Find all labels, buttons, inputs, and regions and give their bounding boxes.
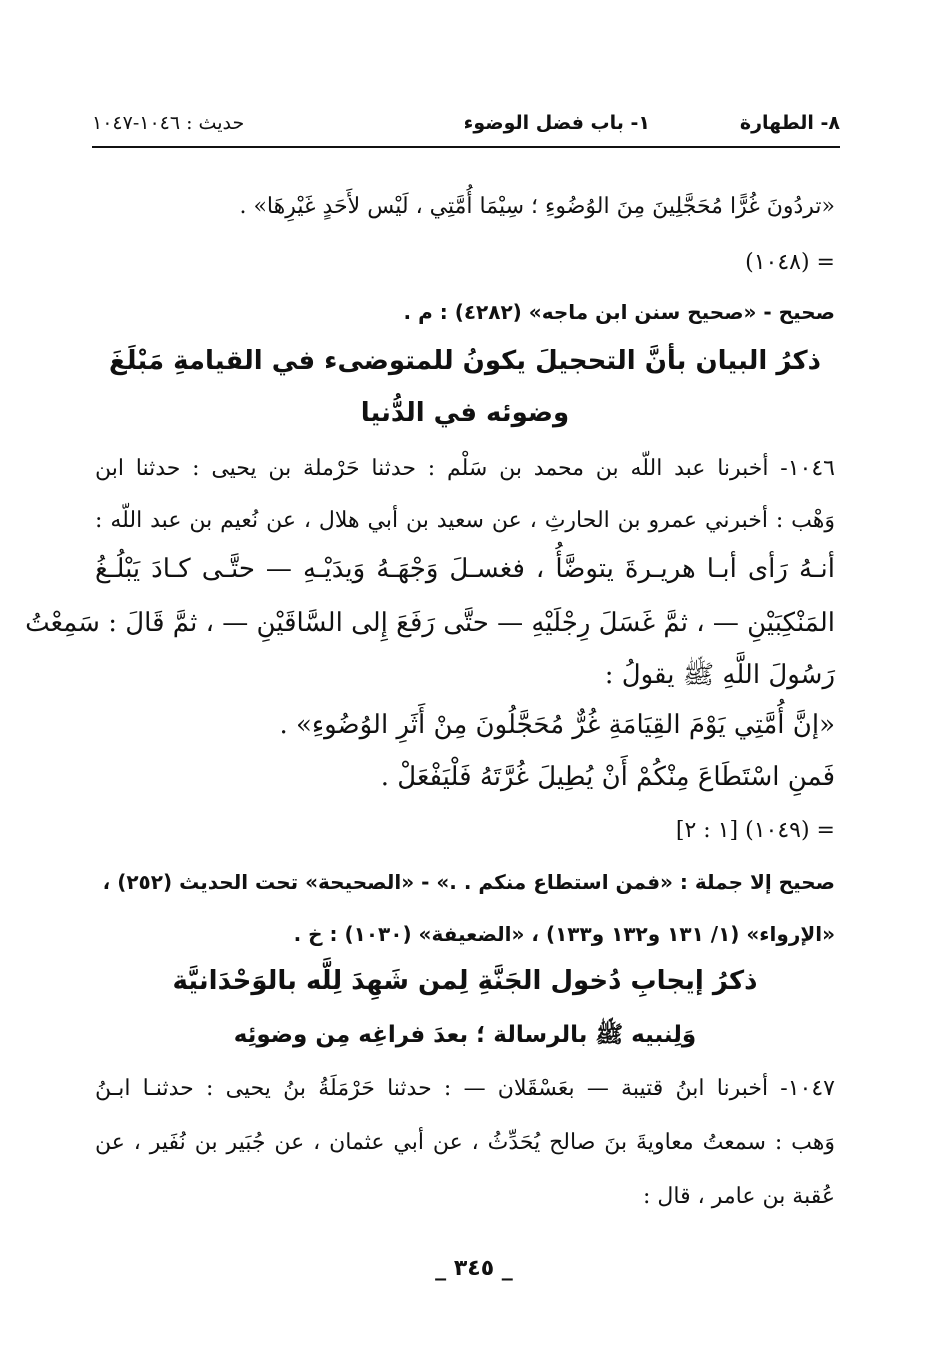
isnad-line: ١٠٤٦- أخبرنا عبد اللّه بن محمد بن سَلْم : حدثنا حَرْملة بن يحيى : حدثنا ابن xyxy=(95,456,835,481)
grading-note: صحيح إلا جملة : «فمن استطاع منكم . .» - «الصحيحة» تحت الحديث (٢٥٢) ، xyxy=(102,870,835,894)
isnad-line: وَهْب : أخبرني عمرو بن الحارثِ ، عن سعيد بن أبي هلال ، عن نُعيم بن عبد اللّه : xyxy=(95,508,835,533)
hadith-reference: = (١٠٤٩) [١ : ٢] xyxy=(675,818,835,843)
chapter-heading-line-1: ذكرُ إيجابِ دُخول الجَنَّةِ لِمن شَهِدَ لِلَّه بالوَحْدَانيَّة xyxy=(172,966,758,996)
matn-line: فَمنِ اسْتَطَاعَ مِنْكُمْ أَنْ يُطِيلَ غُرَّتَهُ فَلْيَفْعَلْ . xyxy=(380,762,835,792)
isnad-line: عُقبة بن عامر ، قال : xyxy=(643,1184,835,1209)
matn-line: «إنَّ أُمَّتِي يَوْمَ القِيَامَةِ غُرٌّ مُحَجَّلُونَ مِنْ أَثَرِ الوُضُوءِ» . xyxy=(279,710,835,740)
matn-line: رَسُولَ اللَّهِ ﷺ يقولُ : xyxy=(604,660,835,690)
chapter-heading-line-2: وضوئه في الدُّنيا xyxy=(360,398,570,428)
isnad-line: وَهب : سمعتُ معاويةَ بنَ صالح يُحَدِّثُ ، عن أبي عثمان ، عن جُبَير بن نُفَير ، عن xyxy=(95,1130,835,1155)
hadith-reference: = (١٠٤٨) xyxy=(745,250,835,275)
chapter-title: ٨- الطهارة xyxy=(739,112,840,134)
matn-line: أنـهُ رَأى أبـا هريـرةَ يتوضَّأُ ، فغسـلَ وَجْهَـهُ وَيدَيْـهِ — حتَّـى كـادَ يَبْلُـغُ xyxy=(95,554,835,584)
matn-line: المَنْكِبَيْنِ — ، ثمَّ غَسَلَ رِجْلَيْهِ — حتَّى رَفَعَ إِلى السَّاقَيْنِ — ، ثمَّ قَالَ : سَمِعْتُ xyxy=(25,608,835,638)
grading-note: صحيح - «صحيح سنن ابن ماجه» (٤٢٨٢) : م . xyxy=(403,300,835,324)
text-line: «تردُونَ غُرًّا مُحَجَّلِينَ مِنَ الوُضُوءِ ؛ سِيْمَا أُمَّتِي ، لَيْس لأَحَدٍ غَيْرِهَا» . xyxy=(239,194,835,219)
chapter-heading-line-1: ذكرُ البيان بأنَّ التحجيلَ يكونُ للمتوضىء في القيامةِ مَبْلَغَ xyxy=(108,346,822,376)
header-divider xyxy=(92,146,840,148)
hadith-range: حديث : ١٠٤٦-١٠٤٧ xyxy=(92,112,245,134)
section-title: ١- باب فضل الوضوء xyxy=(463,112,650,134)
isnad-line: ١٠٤٧- أخبرنا ابنُ قتيبة — بعَسْقَلان — : حدثنا حَرْمَلَةُ بنُ يحيى : حدثنـا ابـنُ xyxy=(95,1076,835,1101)
running-header xyxy=(92,112,840,142)
chapter-heading-line-2: وَلِنبيه ﷺ بالرسالة ؛ بعدَ فراغِه مِن وضوئِه xyxy=(233,1022,697,1048)
page-number: _ ٣٤٥ _ xyxy=(435,1256,513,1281)
grading-note: «الإرواء» (١/ ١٣١ و١٣٢ و١٣٣) ، «الضعيفة» (١٠٣٠) : خ . xyxy=(293,922,835,946)
